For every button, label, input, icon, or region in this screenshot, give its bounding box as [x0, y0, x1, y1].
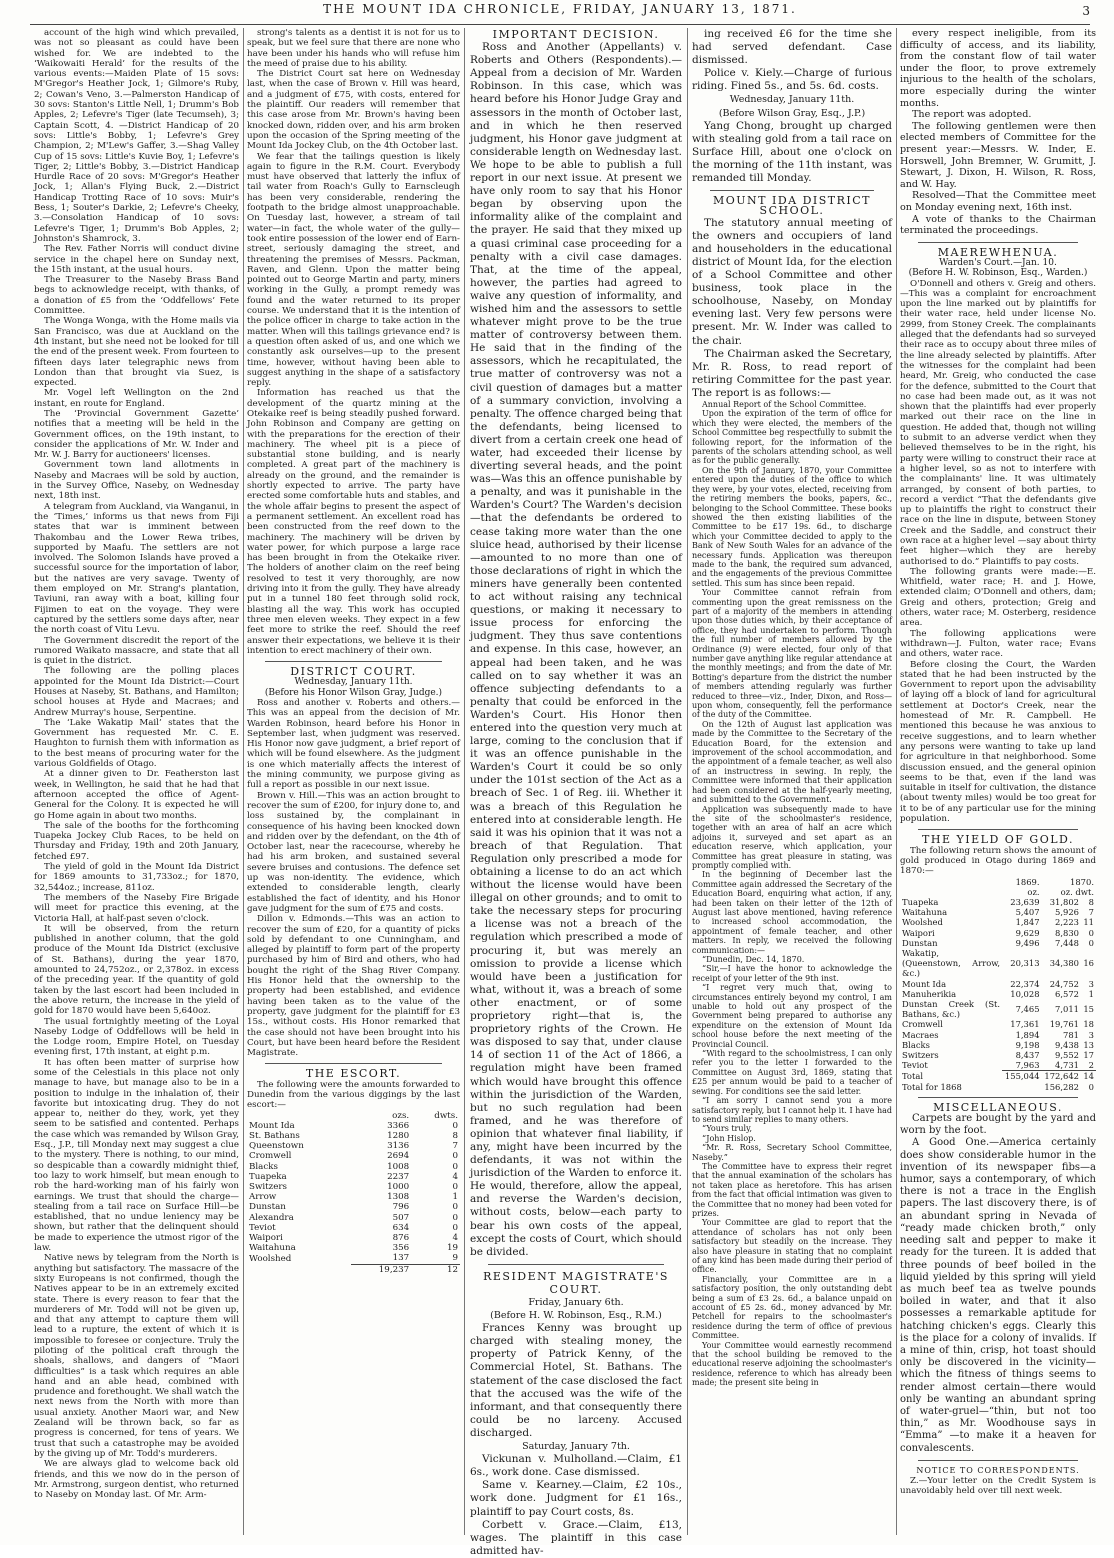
paragraph: account of the high wind which prevailed, was not so pleasant as could have been wished for. We are indebted to the ‘Waikowaiti Herald’ for the results of the various events:—Maiden Plate of 15 sovs: M'Gregor's Heather Jock, 1; Gilmore's Ruby, 2; Cowan's Veno, 3.—Palmerston Handicap of 30 sovs: Stanton's Little Nell, 1; Drumm's Bob Apples, 2; Lefevre's Tiger (late Tecumseh), 3; Captain Scott, 4. —District Handicap of 20 sovs: Little's Bobby, 1; Lefevre's Grey Champion, 2; M'Lew's Gaffer, 3.—Shag Valley Cup of 15 sovs: Little's Kuvie Boy, 1; Lefevre's Tiger, 2; Little's Bobby, 3.—District Handicap Hurdle Race of 20 sovs: M'Gregor's Heather Jock, 1; Allan's Flying Buck, 2.—District Handicap Trotting Race of 10 sovs: Muir's Bess, 1; Souter's Darkie, 2; Lefevre's Cheeky, 3.—Consolation Handicap of 10 sovs: Lefevre's Tiger, 1; Drumm's Bob Apples, 2; Johnston's Shamrock, 3.	[34, 28, 239, 244]
escort-place: Tuapeka	[249, 1171, 287, 1182]
yield-1870-dwt: 13	[1083, 1039, 1094, 1050]
paragraph: The members of the Naseby Fire Brigade will meet for practice this evening, at the Victoria Hall, at half-past seven o'clock.	[34, 892, 239, 924]
school-report	[692, 400, 892, 1388]
escort-dwt-header: dwts.	[434, 1110, 458, 1121]
section-heading: MOUNT IDA DISTRICT SCHOOL.	[712, 194, 872, 218]
paragraph: Same v. Kearney.—Claim, £2 10s., work done. Judgment for £1 16s., plaintiff to pay Court costs, 8s.	[470, 1479, 682, 1518]
paragraph: Financially, your Committee are in a satisfactory position, the only outstanding debt being a sum of £3 2s. 6d., a balance unpaid on account of £5 2s. 6d., money advanced by Mr. Petchell for repairs to the schoolmaster's residence during the term of office of previous Committee.	[692, 1274, 892, 1341]
escort-oz: 507	[392, 1212, 410, 1223]
escort-total-oz: 19,237	[351, 1264, 412, 1275]
yield-place: Switzers	[902, 1049, 939, 1060]
section-rule	[488, 1264, 664, 1265]
paragraph: Frances Kenny was brought up charged with stealing money, the property of Patrick Kenny, of the Commercial Hotel, St. Bathans. The statement of the case disclosed the fact that the accused was the wife of the informant, and that consequently there could be no larceny. Accused discharged.	[470, 1322, 682, 1439]
paragraph: On the 12th of August last application was made by the Committee to the Secretary of the Education Board, for the extension and improvement of the school accommodation, and the appointment of a female teacher, as well also of an instructress in sewing. In reply, the Committee were informed that their application had been considered at the half-yearly meeting, and submitted to the Government.	[692, 719, 892, 805]
yield-1869: 1,894	[1015, 1029, 1040, 1040]
paragraph: “With regard to the schoolmistress, I can only refer you to the letter I forwarded to the Committee on August 3rd, 1869, stating that £25 per annum would be paid to a teacher of sewing. For conditions see the said letter.	[692, 1049, 892, 1096]
section-heading: MAEREWHENUA.	[937, 245, 1059, 259]
escort-oz: 3136	[387, 1141, 410, 1152]
table-row	[900, 1019, 1096, 1029]
yield-1869: 1,847	[1015, 917, 1040, 928]
yield-1870-oz: 19,761	[1049, 1019, 1079, 1030]
yield-1869: 8,437	[1015, 1049, 1040, 1060]
yield-1869: 10,028	[1010, 988, 1040, 999]
escort-oz: 3366	[387, 1120, 410, 1131]
escort-place: St. Bathans	[249, 1130, 300, 1141]
yield-1870-oz: 4,731	[1055, 1060, 1079, 1071]
paragraph: Information has reached us that the development of the quartz mining at the Otekaike reef is being steadily pushed forward. John Robinson and Company are getting on with the preparations for the erection of their machinery. The wheel pit is a piece of substantial stone building, and is nearly completed. A great part of the machinery is already on the ground, and the remainder is shortly expected to arrive. The party have erected some comfortable huts and stables, and the whole affair begins to present the aspect of a permanent settlement. An excellent road has been constructed from the reef down to the machinery. The machinery will be driven by water power, for which purpose a large race has been brought in from the Otekaike river. The holders of another claim on the reef being resolved to test it very thoroughly, are now driving into it from the gully. They have already put in a tunnel 180 feet through solid rock, blasting all the way. This work has occupied three men eleven weeks. They expect in a few feet more to strike the reef. Should the reef answer their expectations, we believe it is their intention to erect machinery of their own.	[247, 388, 460, 656]
yield-1870-oz: 31,802	[1049, 896, 1079, 907]
escort-oz: 2694	[387, 1151, 410, 1162]
escort-oz: 1280	[387, 1130, 410, 1141]
paragraph: In the beginning of December last the Committee again addressed the Secretary of the Education Board, enquiring what action, if any, had been taken on their letter of the 12th of August last above mentioned, having reference to increased school accommodation, the appointment of female teacher, and other matters. In reply, we received the following communication:—	[692, 870, 892, 955]
paragraph: A telegram from Auckland, via Wanganui, in the ‘Times,’ informs us that news from Fiji states that war is imminent between Thakombau and the Lower Rewa tribes, supported by Maafu. The settlers are not involved. The Solomon Islands have proved a successful source for the importation of labor, but the natives are very savage. Twenty of them employed on Mr. Strang's plantation, Taviuni, ran away with a boat, killing four Fijimen to eat on the voyage. They were captured by the settlers some days after, near the north coast of Vitu Levu.	[34, 501, 239, 636]
paragraph: Vickunan v. Mulholland.—Claim, £1 6s., work done. Case dismissed.	[470, 1453, 682, 1479]
escort-oz: 356	[392, 1243, 410, 1254]
escort-total-dwt: 12	[411, 1264, 460, 1275]
paragraph: The sale of the booths for the forthcoming Tuapeka Jockey Club Races, to be held on Thursday and Friday, 19th and 20th January, fetched £97.	[34, 820, 239, 862]
paragraph: Application was subsequently made to have the site of the schoolmaster's residence, together with an area of half an acre which adjoins it, surveyed and set apart as an education reserve, which application, your Committee has great pleasure in stating, was promptly complied with.	[692, 804, 892, 870]
yield-1869: 17,361	[1010, 1019, 1040, 1030]
court-date: Warden's Court.—Jan. 10.	[939, 257, 1057, 268]
yield-place-header	[900, 877, 1002, 887]
escort-table	[247, 1111, 460, 1275]
yield-1869: 7,963	[1015, 1060, 1040, 1071]
table-row	[247, 1253, 460, 1264]
table-row	[247, 1233, 460, 1243]
table-row	[247, 1223, 460, 1233]
escort-dwt: 7	[452, 1141, 458, 1152]
escort-dwt: 0	[452, 1161, 458, 1172]
paragraph: The report was adopted.	[912, 109, 1032, 121]
school-intro	[692, 217, 892, 400]
yield-1868-row	[900, 1082, 1096, 1092]
column-2	[247, 28, 460, 1535]
paragraph: The Wonga Wonga, with the Home mails via San Francisco, was due at Auckland on the 4th instant, but she need not be looked for till the end of the present week. From fourteen to fifteen days later telegraphic news from London than that brought via Suez, is expected.	[34, 316, 239, 389]
escort-dwt: 8	[452, 1130, 458, 1141]
yield-1870-dwt: 16	[1083, 958, 1094, 969]
yield-1870-dwt: 15	[1083, 1004, 1094, 1015]
paragraph: every respect ineligible, from its difficulty of access, and its liability, from the constant flow of tail water under the floor, to prove extremely injurious to the health of the scholars, more especially during the winter months.	[900, 28, 1096, 109]
column-3	[470, 28, 682, 1557]
table-row	[900, 928, 1096, 938]
paragraph: “Mr. R. Ross, Secretary School Committee, Naseby.”	[692, 1143, 892, 1162]
table-row	[900, 948, 1096, 979]
table-row	[247, 1141, 460, 1151]
yield-place: Tuapeka	[902, 896, 939, 907]
yield-1870-oz: 24,752	[1049, 978, 1079, 989]
yield-1870-dwt: 11	[1083, 917, 1094, 928]
court-date: Wednesday, January 11th.	[729, 94, 855, 106]
paragraph: ing received £6 for the time she had served defendant. Case dismissed.	[692, 28, 892, 67]
paragraph: “John Hislop.	[702, 1133, 756, 1143]
paragraph: The yield of gold in the Mount Ida District for 1869 amounts to 31,733oz.; for 1870, 32,544oz.; increase, 811oz.	[34, 862, 239, 893]
yield-1870-dwt: 2	[1088, 1060, 1094, 1071]
paragraph: Before closing the Court, the Warden stated that he had been instructed by the Government to report upon the advisability of laying off a block of land for agricultural settlement at Doctor's Creek, near the homestead of Mr. R. Campbell. He mentioned this because he was anxious to receive suggestions, and to learn whether any persons were wanting to take up land for agriculture in that neighborhood. Some discussion ensued, and the general opinion seems to be that, even if the land was suitable in itself for cultivation, the distance (about twenty miles) would be too great for it to be of any particular use for the mining population.	[900, 659, 1096, 825]
column-1	[34, 28, 239, 1535]
yield-1870-oz: 6,572	[1055, 988, 1079, 999]
paragraph: “I am sorry I cannot send you a more satisfactory reply, but I cannot help it. I have had to send similar replies to many others.	[692, 1096, 892, 1124]
section-heading: DISTRICT COURT.	[290, 665, 417, 679]
yield-1869: 7,465	[1015, 1004, 1040, 1015]
paragraph: Brown v. Hill.—This was an action brought to recover the sum of £200, for injury done to, and loss sustained by, the complainant in consequence of his having been knocked down and ridden over by the defendant, on the 4th of October last, near the racecourse, whereby he had his arm broken, and sustained several severe bruises and contusions. The defence set up was non-identity. The evidence, which extended to considerable length, clearly established the fact of identity, and his Honor gave judgment for the sum of £75 and costs.	[247, 790, 460, 914]
yield-intro: The following return shows the amount of gold produced in Otago during 1869 and 1870:—	[900, 845, 1096, 877]
paragraph: It has often been matter of surprise how some of the Celestials in this place not only manage to have, but manage also to be in a position to indulge in the inhalation of, their favorite but intoxicating drug. They do not appear to, neither do they, work, yet they seem to be satisfied and contented. Perhaps the case which was remanded by Wilson Gray, Esq., J.P., till Monday next may suggest a clue to the mystery. There is nothing, to our mind, so despicable than a cowardly midnight thief, too lazy to work himself, but mean enough to rob the hard-working man of his fairly won earnings. We trust that should the charge—stealing from a tail race on Surface Hill—be established, that no undue leniency may be shown, but rather that the delinquent should be made to experience the utmost rigor of the law.	[34, 1057, 239, 1254]
escort-oz: 876	[392, 1233, 410, 1244]
yield-1870-oz: 2,223	[1055, 917, 1079, 928]
paragraph: The Treasurer to the Naseby Brass Band begs to acknowledge receipt, with thanks, of a donation of £5 from the ‘Oddfellows’ Fete Committee.	[34, 275, 239, 317]
escort-oz: 2237	[387, 1171, 410, 1182]
paragraph: Yang Chong, brought up charged with stealing gold from a tail race on Surface Hill, about one o'clock on the morning of the 11th instant, was remanded till Monday.	[692, 119, 892, 185]
yield-1869: 5,407	[1015, 907, 1040, 918]
paragraph: Mr. Vogel left Wellington on the 2nd instant, en route for England.	[34, 388, 239, 409]
paragraph: The District Court sat here on Wednesday last, when the case of Brown v. Hill was heard, and a judgment of £75, with costs, entered for the plaintiff. Our readers will remember that this case arose from Mr. Brown's having been knocked down, ridden over, and his arm broken upon the occasion of the Spring meeting of the Mount Ida Jockey Club, on the 4th October last.	[247, 69, 460, 152]
yield-place: Teviot	[902, 1060, 928, 1071]
paragraph: The ‘Provincial Government Gazette’ notifies that a meeting will be held in the Government offices, on the 19th instant, to consider the applications of Mr. W. Inder and Mr. W. J. Barry for auctioneers' licenses.	[34, 408, 239, 461]
paragraph: “Dunedin, Dec. 14, 1870.	[702, 955, 805, 964]
table-row	[247, 1121, 460, 1131]
section-rule	[710, 190, 874, 191]
court-before: (Before H. W. Robinson, Esq., Warden.)	[908, 268, 1088, 279]
yield-total-label: Total	[902, 1071, 924, 1082]
escort-oz: 1008	[387, 1161, 410, 1172]
yield-1870-dwt: 1	[1088, 988, 1094, 999]
escort-place: Switzers	[249, 1182, 287, 1192]
yield-table	[900, 877, 1096, 1092]
escort-place: Arrow	[249, 1192, 277, 1203]
escort-dwt: 0	[452, 1151, 458, 1162]
escort-place-header	[247, 1111, 351, 1121]
escort-place: Queenstown	[249, 1141, 304, 1152]
escort-total-label	[247, 1264, 351, 1275]
paragraph: strong's talents as a dentist it is not for us to speak, but we feel sure that there are none who have been under his hands who will refuse him the meed of praise due to his ability.	[247, 28, 460, 69]
paragraph: Ross and Another (Appellants) v. Roberts and Others (Respondents).—Appeal from a decision of Mr. Warden Robinson. In this case, which was heard before his Honor Judge Gray and assessors in the month of October last, and in which he then reserved judgment, his Honor gave judgment at considerable length on Wednesday last. We hope to be able to publish a full report in our next issue. At present we have only room to say that his Honor began by observing upon the informality alike of the complaint and the prayer. He said that they mixed up a quasi criminal case proceeding for a penalty with a civil case damages. That, at the time of the appeal, however, the parties had agreed to waive any question of informality, and wished him and the assessors to settle whatever might prove to be the true matter of controversy between them. He said that in the finding of the assessors, which he recapitulated, the true matter of controversy was not a civil question of damages but a matter of a summary conviction, involving a penalty. The offence charged being that the defendants, being licensed to divert from a certain creek one head of water, had exceeded their license by diverting several heads, and the point was—Was this an offence punishable by a penalty, and was it punishable in the Warden's Court? The Warden's decision—that the defendants be ordered to cease taking more water than the one sluice head, authorised by their license—amounted to no more than one of those declarations of right in which the miners have generally been contented to act without raising any technical questions, or making it necessary to issue process for enforcing the judgment. They thus save contentions and expense. In this case, however, an appeal had been taken, and he was called on to say whether it was an offence subjecting defendants to a penalty that could be enforced in the Warden's Court. His Honor then entered into the question very much at large, coming to the conclusion that if it was an offence punishable in the Warden's Court it could be so only under the 101st section of the Act as a breach of Sec. 1 of Reg. iii. Whether it was a breach of this Regulation he entered into at considerable length. He said it was his opinion that it was not a breach of that Regulation. That Regulation only prescribed a mode for obtaining a license to do an act which without the license would have been illegal on other grounds; and to omit to take the necessary steps for procuring a license was not a breach of the regulation which prescribed a mode of procuring it, but was merely an omission to provide a license which would have been a justification for what, without it, was a breach of some other enactment, or of some proprietory right—that is, the proprietory rights of the Crown. He was disposed to say that, under clause 14 of section 11 of the Act of 1866, a regulation might have been framed which would have brought this offence within the jurisdiction of the Warden, but no such regulation had been framed, and he was therefore of opinion that whatever final liability, if any, might have been incurred by the defendants, it was not within the jurisdiction of the Warden to enforce it. He would, therefore, allow the appeal, and reverse the Warden's decision, without costs, below—each party to bear his own costs of the appeal, except the costs of Court, which should be divided.	[470, 41, 682, 1258]
paragraph: Carpets are bought by the yard and worn by the foot.	[900, 1113, 1096, 1137]
escort-place: Cromwell	[249, 1151, 292, 1162]
escort-oz: 796	[392, 1202, 410, 1213]
table-row	[247, 1202, 460, 1212]
section-rule	[265, 661, 442, 662]
yield-1869: 9,629	[1015, 927, 1040, 938]
paragraph: Native news by telegram from the North is anything but satisfactory. The massacre of the sixty Europeans is not confirmed, though the Natives appear to be in an extremely excited state. There is every reason to fear that the murderers of Mr. Todd will not be given up, and that any attempt to capture them will lead to a rupture, the extent of which it is impossible to foresee or conjecture. Truly the piloting of the political craft through the shoals, shallows, and dangers of “Maori difficulties” is a task which requires an able hand and an able head, combined with prudence and forethought. We shall watch the next news from the North with more than usual anxiety. Another Maori war, and New Zealand will be thrown back, so far as progress is concerned, for tens of years. We trust that such a catastrophe may be avoided by the giving up of Mr. Todd's murderers.	[34, 1253, 239, 1459]
paragraph: The statutory annual meeting of the owners and occupiers of land and householders in the educational district of Mount Ida, for the election of a School Committee and other business, took place in the schoolhouse, Naseby, on Monday evening last. Very few persons were present. Mr. W. Inder was called to the chair.	[692, 216, 892, 347]
table-row	[247, 1162, 460, 1172]
column-rule	[243, 28, 244, 1535]
escort-oz: 634	[392, 1222, 410, 1233]
table-row	[247, 1131, 460, 1141]
yield-1869: 9,198	[1015, 1039, 1040, 1050]
school-continued	[900, 28, 1096, 237]
yield-1869: 22,374	[1010, 978, 1040, 989]
escort-dwt: 0	[452, 1202, 458, 1213]
yield-1870-dwt: 3	[1088, 978, 1094, 989]
paragraph: A Good One.—America certainly does show considerable humor in the invention of its newspaper fibs—a humor, says a contemporary, of which there is not a trace in the English papers. The last discovery there, is of an abundant spring in Nevada of “ready made chicken broth,” only needing salt and pepper to make it ready for the tureen. It is added that three pounds of beef boiled in the liquid yielded by this spring will yield as much beef tea as twelve pounds boiled in water, and that it also possesses a remarkable aptitude for hatching chicken's eggs. Clearly this is the place for a colony of invalids. If a mine of thin, crisp, hot toast should only be discovered in the vicinity—which the fitness of things seems to render almost certain—there would only be wanting an abundant spring of water-gruel—“thin, but not too thin,” as Mr. Woodhouse says in “Emma” —to make it a heaven for convalescents.	[900, 1137, 1096, 1454]
yield-1870-dwt: 0	[1088, 937, 1094, 948]
escort-oz: 1308	[387, 1192, 410, 1203]
escort-oz: 1000	[387, 1182, 410, 1192]
yield-place: Cromwell	[902, 1019, 943, 1030]
yield-total-c: 14	[1081, 1071, 1096, 1082]
paragraph: We fear that the tailings question is likely again to figure in the R.M. Court. Everybody must have observed that latterly the influx of tail water from Roach's Gully to Earnscleugh has been very considerable, rendering the footpath to the bridge almost unapproachable. On Tuesday last, however, a stream of tail water—in fact, the whole water of the gully—took entire possession of the lower end of Earn-street, seriously damaging the street, and threatening the premises of Messrs. Packman, Raven, and Glenn. Upon the matter being pointed out to George Martin and party, miners working in the Gully, a prompt remedy was found and the water returned to its proper course. We understand that it is the intention of the police officer in charge to take action in the matter. When will this tailings grievance end? is a question often asked of us, and one which we constantly ask ourselves—up to the present time, however, without having been able to suggest anything in the shape of a satisfactory reply.	[247, 151, 460, 389]
table-row	[900, 1060, 1096, 1071]
section-heading: IMPORTANT DECISION.	[492, 28, 660, 41]
table-row	[247, 1172, 460, 1182]
yield-1870-dwt: 17	[1083, 1049, 1094, 1060]
paragraph: Your Committee would earnestly recommend that the school building be removed to the educational reserve adjoining the schoolmaster's residence, reference to which has already been made; the present site being in	[692, 1340, 892, 1388]
yield-1869: 9,496	[1015, 937, 1040, 948]
yield-unit-b: oz. dwt.	[1060, 886, 1094, 897]
escort-dwt: 4	[452, 1171, 458, 1182]
miscellaneous-body	[900, 1113, 1096, 1455]
escort-place: Blacks	[249, 1161, 278, 1172]
escort-place: Waipori	[249, 1233, 283, 1244]
yield-1870-oz: 7,011	[1055, 1004, 1079, 1015]
paragraph: The Chairman asked the Secretary, Mr. R. Ross, to read report of retiring Committee for the past year. The report is as follows:—	[692, 347, 892, 399]
paragraph: Dillon v. Edmonds.—This was an action to recover the sum of £20, for a quantity of picks sold by defendant to one Cunningham, and alleged by plaintiff to form part of the property purchased by him of Bird and others, who had bought the right of the Shag River Company. His Honor held that the ownership to the property had been established, and evidence having been taken as to the value of the property, gave judgment for the plaintiff for £3 15s., without costs. His Honor remarked that the case should not have been brought into his Court, but have been heard before the Resident Magistrate.	[247, 914, 460, 1059]
paragraph: O'Donnell and others v. Greig and others.—This was a complaint for encroachment upon the line marked out by plaintiffs for their water race, held under license No. 2999, from Stoney Creek. The complainants alleged that the defendants had so surveyed their race as to occupy about three miles of the line already selected by plaintiffs. After the witnesses for the complaint had been heard, Mr. Greig, who conducted the case for the defence, submitted to the Court that no case had been made out, as it was not shown that the plaintiffs had ever properly marked out their race on the line in question. He added that, though not willing to submit to an adverse verdict when they believed themselves to be in the right, his party were willing to construct their race at a higher level, so as not to interfere with the complainants' line. It was ultimately arranged, by consent of both parties, to record a verdict “That the defendants give up to plaintiffs the right to construct their race on the line in dispute, between Stoney Creek and the Saddle, and construct their own race at a higher level —say about thirty feet higher—which they are hereby authorised to do.” Plaintiffs to pay costs.	[900, 278, 1096, 567]
yield-1868-dwt: 0	[1088, 1081, 1094, 1092]
table-row	[900, 979, 1096, 989]
escort-dwt: 0	[452, 1182, 458, 1192]
escort-dwt: 1	[452, 1192, 458, 1203]
paragraph: A vote of thanks to the Chairman terminated the proceedings.	[900, 213, 1096, 237]
yield-1869: 23,639	[1010, 896, 1040, 907]
column-rule	[464, 28, 465, 1535]
yield-1870-oz: 781	[1063, 1029, 1079, 1040]
paragraph: The Committee have to express their regret that the annual examination of the scholars has not taken place as heretofore. This has arisen from the fact that official intimation was given to the Committee that no money had been voted for prizes.	[692, 1161, 892, 1218]
notice-heading: NOTICE TO CORRESPONDENTS.	[916, 1465, 1080, 1475]
escort-dwt: 9	[452, 1253, 458, 1264]
section-heading: THE ESCORT.	[305, 1067, 402, 1081]
paragraph: Police v. Kiely.—Charge of furious riding. Fined 5s., and 5s. 6d. costs.	[692, 67, 892, 93]
paragraph: It will be observed, from the return published in another column, that the gold produce of the Mount Ida District (exclusive of St. Bathans), during the year 1870, amounted to 24,752oz., or 2,378oz. in excess of the preceding year. If the quantity of gold taken by the last escort had been included in the above return, the increase in the yield of gold for 1870 would have been 5,640oz.	[34, 923, 239, 1017]
court-continued	[692, 28, 892, 185]
column-5	[900, 28, 1096, 1535]
yield-place: Manuherikia	[902, 988, 957, 999]
yield-total-a: 155,044	[1002, 1071, 1041, 1082]
section-heading: RESIDENT MAGISTRATE'S COURT.	[483, 1269, 669, 1296]
escort-place: Alexandra	[249, 1212, 294, 1223]
paragraph: Upon the expiration of the term of office for which they were elected, the members of the School Committee beg respectfully to submit the following report, for the information of the parents of the scholars attending school, as well as for the public generally.	[692, 409, 892, 466]
paragraph: We are always glad to welcome back old friends, and this we now do in the person of Mr. Armstrong, surgeon dentist, who returned to Naseby on Monday last. Of Mr. Arm-	[34, 1459, 239, 1501]
table-row	[900, 907, 1096, 917]
yield-1869: 20,313	[1010, 958, 1040, 969]
yield-place: Waipori	[902, 927, 935, 938]
yield-1870-oz: 9,438	[1055, 1039, 1079, 1050]
table-row	[900, 989, 1096, 999]
column-rule	[687, 28, 688, 1535]
escort-intro: The following were the amounts forwarded to Dunedin from the various diggings by the last escort:—	[247, 1079, 460, 1111]
yield-1868-total: 156,282	[1044, 1081, 1079, 1092]
table-row	[900, 1030, 1096, 1040]
paragraph: The following gentlemen were then elected members of Committee for the present year:—Messrs. W. Inder, E. Horswell, John Bremner, W. Grumitt, J. Stewart, J. Dixon, H. Wilson, R. Ross, and W. Hay.	[900, 120, 1096, 190]
section-rule	[918, 1097, 1078, 1098]
court-before: (Before H. W. Robinson, Esq., R.M.)	[490, 1310, 662, 1322]
court-date: Friday, January 6th.	[528, 1297, 624, 1308]
section-rule	[918, 829, 1078, 830]
escort-oz-header: ozs.	[392, 1110, 410, 1121]
court-date: Wednesday, January 11th.	[294, 677, 413, 688]
paragraph: Resolved—That the Committee meet on Monday evening next, 16th inst.	[900, 190, 1096, 213]
paragraph: The ‘Lake Wakatip Mail’ states that the Government has requested Mr. C. E. Haughton to furnish them with information as to the best means of procuring water for the various Goldfields of Otago.	[34, 717, 239, 770]
yield-1870-header: 1870.	[1070, 876, 1094, 887]
yield-1868-label: Total for 1868	[902, 1081, 962, 1092]
escort-place: Waitahuna	[249, 1243, 296, 1254]
masthead-title: THE MOUNT IDA CHRONICLE, FRIDAY, JANUARY 13, 1871.	[323, 2, 797, 16]
table-row	[900, 1040, 1096, 1050]
table-row	[900, 917, 1096, 927]
yield-unit-spacer	[900, 887, 1002, 897]
paragraph: Corbett v. Grace.—Claim, £13, wages. The plaintiff in this case admitted hav-	[470, 1518, 682, 1557]
column-rule	[896, 28, 897, 1535]
paragraph: Your Committee cannot refrain from commenting upon the great remissness on the part of a majority of the members in attending upon those duties which, by their acceptance of office, they had undertaken to perform. Though the full number of members allowed by the Ordinance (9) were elected, four only of that number gave anything like regular attendance at the monthly meetings; and from the date of Mr. Botting's departure from the district the number of members attending regularly was further reduced to three—viz., Inder, Dixon, and Ross—upon whom, consequently, fell the performance of the duty of the Committee.	[692, 588, 892, 720]
yield-place: Dunstan Creek (St. Bathans, &c.)	[902, 998, 1001, 1020]
yield-1870-dwt: 0	[1088, 927, 1094, 938]
court-date: Saturday, January 7th.	[522, 1441, 630, 1453]
yield-place: Mount Ida	[902, 978, 947, 989]
table-row	[900, 1050, 1096, 1060]
table-row	[900, 897, 1096, 907]
escort-dwt: 0	[452, 1222, 458, 1233]
column-4	[692, 28, 892, 1535]
escort-dwt: 4	[452, 1233, 458, 1244]
escort-total-row	[247, 1264, 460, 1275]
escort-place: Mount Ida	[249, 1120, 295, 1131]
paragraph: The following applications were withdrawn—J. Fulton, water race; Evans and others, water race.	[900, 628, 1096, 660]
yield-1869-header: 1869.	[1015, 876, 1040, 887]
table-row	[247, 1213, 460, 1223]
yield-1870-dwt: 18	[1083, 1019, 1094, 1030]
table-row	[247, 1243, 460, 1253]
page-number: 3	[1082, 4, 1090, 18]
yield-1870-dwt: 7	[1088, 907, 1094, 918]
paragraph: Government town land allotments in Naseby and Macraes will be sold by auction, in the Survey Office, Naseby, on Wednesday next, 18th inst.	[34, 460, 239, 502]
paragraph: Your Committee are glad to report that the attendance of scholars has not only been satisfactory but steadily on the increase. They also have pleasure in stating that no complaint of any kind has been made during their period of office.	[692, 1218, 892, 1275]
escort-dwt: 19	[446, 1243, 458, 1254]
yield-unit-a: oz.	[1027, 886, 1040, 897]
yield-total-b: 172,642	[1042, 1071, 1081, 1082]
paragraph: On the 9th of January, 1870, your Committee entered upon the duties of the office to which they were, by your votes, elected, receiving from the retiring members the books, papers, &c., belonging to the School Committee. These books showed the then existing liabilities of the Committee to be £17 19s. 6d., to discharge which your Committee decided to apply to the Bank of New South Wales for an advance of the necessary funds. Application was thereupon made to the bank, the required sum advanced, and the engagements of the previous Committee settled. This sum has since been repaid.	[692, 465, 892, 588]
escort-place: Dunstan	[249, 1202, 286, 1213]
paragraph: Ross and another v. Roberts and others.—This was an appeal from the decision of Mr. Warden Robinson, heard before his Honor in September last, when judgment was reserved. His Honor now gave judgment, a brief report of which will be found elsewhere. As the judgment is one which materially affects the interest of the mining community, we purpose giving as full a report as possible in our next issue.	[247, 698, 460, 791]
escort-dwt: 0	[452, 1212, 458, 1223]
section-rule	[918, 1460, 1078, 1461]
paragraph: The Rev. Father Norris will conduct divine service in the chapel here on Sunday next, the 15th instant, at the usual hours.	[34, 244, 239, 275]
table-row	[900, 999, 1096, 1019]
yield-total-row	[900, 1071, 1096, 1082]
yield-place: Wakatip, (Queenstown, Arrow, &c.)	[902, 947, 1001, 979]
yield-1870-oz: 5,926	[1055, 907, 1079, 918]
paragraph: The Government discredit the report of the rumored Waikato massacre, and state that all is quiet in the district.	[34, 635, 239, 667]
masthead	[30, 2, 1090, 25]
notice-text: Z.—Your letter on the Credit System is unavoidably held over till next week.	[900, 1476, 1096, 1497]
paragraph: The following grants were made:—E. Whitfield, water race; H. and J. Howe, extended claim; O'Donnell and others, dam; Greig and others, protection; Greig and others, water race; M. Osterberg, residence area.	[900, 566, 1096, 629]
yield-1870-dwt: 3	[1088, 1029, 1094, 1040]
table-row	[247, 1151, 460, 1161]
yield-place: Blacks	[902, 1039, 930, 1050]
paragraph: The following are the polling places appointed for the Mount Ida District:—Court Houses at Naseby, St. Bathans, and Hamilton; school houses at Hyde and Macraes; and Andrew Murray's house, Serpentine.	[34, 666, 239, 718]
paragraph: “I regret very much that, owing to circumstances entirely beyond my control, I am unable to hold out any prospect of the Government being prepared to authorise any expenditure on the extension of Mount Ida school house before the next meeting of the Provincial Council.	[692, 983, 892, 1049]
section-rule	[265, 1063, 442, 1064]
paragraph: At a dinner given to Dr. Featherston last week, in Wellington, he said that he had that afternoon accepted the office of Agent-General for the Colony. It is expected he will go Home again in about two months.	[34, 769, 239, 821]
yield-1870-oz: 7,448	[1055, 937, 1079, 948]
court-before: (Before Wilson Gray, Esq., J.P.)	[718, 107, 866, 119]
court-before: (Before his Honor Wilson Gray, Judge.)	[264, 687, 443, 698]
yield-1870-oz: 34,380	[1049, 958, 1079, 969]
section-heading: THE YIELD OF GOLD.	[922, 833, 1074, 847]
yield-1870-oz: 8,830	[1055, 927, 1079, 938]
yield-1870-dwt: 8	[1088, 896, 1094, 907]
table-row	[247, 1192, 460, 1202]
escort-place: Woolshed	[249, 1253, 292, 1264]
escort-dwt: 0	[452, 1120, 458, 1131]
yield-place: Macraes	[902, 1029, 939, 1040]
paragraph: “Yours truly,	[702, 1124, 753, 1134]
table-row	[900, 938, 1096, 948]
paragraph: “Sir,—I have the honor to acknowledge the receipt of your letter of the 9th inst.	[692, 964, 892, 983]
section-rule	[918, 242, 1078, 243]
paragraph: The usual fortnightly meeting of the Loyal Naseby Lodge of Oddfellows will be held in the Lodge room, Empire Hotel, on Tuesday evening first, 17th instant, at eight p.m.	[34, 1016, 239, 1058]
escort-place: Teviot	[249, 1222, 276, 1233]
section-heading: MISCELLANEOUS.	[933, 1100, 1063, 1114]
report-title: Annual Report of the School Committee.	[702, 400, 867, 410]
yield-place: Woolshed	[902, 917, 943, 928]
yield-1868-spacer	[1002, 1082, 1041, 1092]
escort-oz: 137	[392, 1253, 410, 1264]
yield-place: Waitahuna	[902, 907, 948, 918]
table-row	[247, 1182, 460, 1192]
yield-place: Dunstan	[902, 937, 938, 948]
yield-1870-oz: 9,552	[1055, 1049, 1079, 1060]
